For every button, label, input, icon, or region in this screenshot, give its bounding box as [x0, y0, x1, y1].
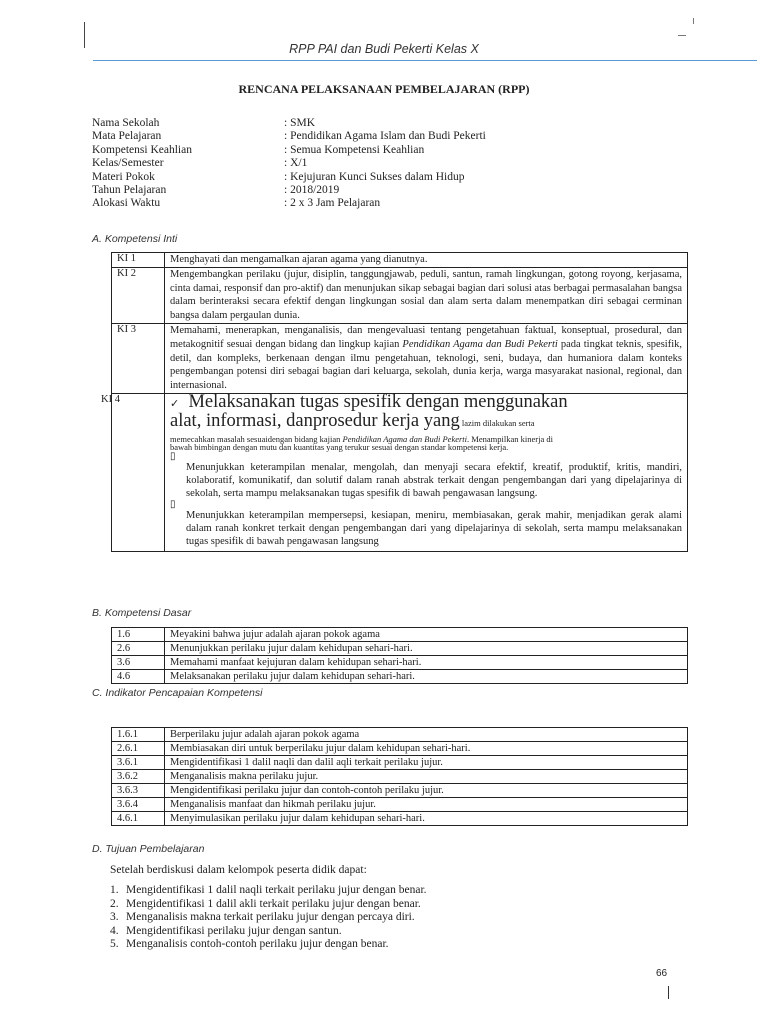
table-row	[112, 784, 688, 798]
ki4-large-text-2	[170, 410, 682, 432]
list-text: Menganalisis contoh-contoh perilaku jujur dengan benar.	[126, 938, 389, 950]
info-row	[92, 130, 486, 143]
list-item	[110, 938, 427, 952]
page-number: 66	[656, 968, 668, 979]
kd-text: Melaksanakan perilaku jujur dalam kehidupan sehari-hari.	[165, 670, 688, 684]
ki3-text-b: pada tingkat teknis, spesifik, detil, dan kompleks, berkenaan dengan ilmu pengetahuan, teknologi, seni, budaya, dan humaniora dalam konteks pengembangan potensi diri sebagai bagian dari keluarga, sekolah, dunia kerja, warga masyarakat nasional, regional, dan internasional.	[170, 338, 682, 392]
list-item	[110, 884, 427, 898]
table-row	[112, 728, 688, 742]
ind-text: Menganalisis makna perilaku jujur.	[165, 770, 688, 784]
ind-text: Mengidentifikasi perilaku jujur dan contoh-contoh perilaku jujur.	[165, 784, 688, 798]
kd-code: 2.6	[112, 642, 165, 656]
info-row	[92, 197, 486, 210]
ind-text: Berperilaku jujur adalah ajaran pokok agama	[165, 728, 688, 742]
table-row	[112, 742, 688, 756]
table-row	[112, 670, 688, 684]
table-row	[112, 393, 688, 551]
page-header	[0, 0, 768, 62]
header-rule	[93, 60, 757, 61]
ki-text: Menghayati dan mengamalkan ajaran agama yang dianutnya.	[165, 253, 688, 268]
ki4-point-1: Menunjukkan keterampilan menalar, mengolah, dan menyaji secara efektif, kreatif, produktif, kritis, mandiri, kolaboratif, komunikatif, dan solutif dalam ranah abstrak terkait dengan pengembangan dari yang dipelajarinya di sekolah, serta mampu melaksanakan tugas spesifik di bawah pengawasan langsung.	[186, 461, 682, 499]
info-value: : 2 x 3 Jam Pelajaran	[284, 197, 381, 210]
list-item	[110, 925, 427, 939]
ki-text	[165, 393, 688, 551]
list-text: Menganalisis makna terkait perilaku jujur dengan percaya diri.	[126, 911, 415, 923]
info-label: Tahun Pelajaran	[92, 184, 167, 197]
tujuan-intro: Setelah berdiskusi dalam kelompok peserta didik dapat:	[110, 864, 367, 876]
ki4-small-b: . Menampilkan kinerja di	[467, 433, 553, 444]
list-number: 4.	[110, 924, 119, 937]
ind-code: 1.6.1	[112, 728, 165, 742]
kd-text: Memahami manfaat kejujuran dalam kehidupan sehari-hari.	[165, 656, 688, 670]
ki4-small-a: memecahkan masalah sesuaidengan bidang kajian	[170, 433, 343, 444]
info-value: : 2018/2019	[284, 184, 340, 197]
info-row	[92, 157, 486, 170]
list-text: Mengidentifikasi 1 dalil naqli terkait perilaku jujur dengan benar.	[126, 884, 427, 896]
table-row	[112, 642, 688, 656]
kd-text: Meyakini bahwa jujur adalah ajaran pokok agama	[165, 628, 688, 642]
list-number: 2.	[110, 897, 119, 910]
ki4-big-2: alat, informasi, danprosedur kerja yang	[170, 410, 460, 431]
ind-code: 3.6.3	[112, 784, 165, 798]
bullet-icon: ▯	[170, 450, 176, 462]
ki-text	[165, 323, 688, 393]
header-right-tick	[693, 18, 694, 24]
table-row	[112, 253, 688, 268]
list-text: Mengidentifikasi 1 dalil akli terkait perilaku jujur dengan benar.	[126, 897, 421, 910]
list-number: 5.	[110, 938, 119, 950]
ki4-point-2: Menunjukkan keterampilan mempersepsi, kesiapan, meniru, membiasakan, gerak mahir, menjadikan gerak alami dalam ranah konkret terkait dengan pengembangan dari yang dipelajarinya di sekolah, serta mampu melaksanakan tugas spesifik di bawah pengawasan langsung	[186, 510, 682, 547]
section-heading-c: C. Indikator Pencapaian Kompetensi	[92, 687, 263, 699]
kd-code: 1.6	[112, 628, 165, 642]
ind-code: 4.6.1	[112, 812, 165, 826]
identity-block	[92, 117, 486, 211]
info-row	[92, 117, 486, 130]
info-label: Kelas/Semester	[92, 157, 164, 170]
indikator-table	[111, 727, 688, 826]
info-value: : Pendidikan Agama Islam dan Budi Pekerti	[284, 130, 486, 143]
ki4-small-italic: Pendidikan Agama dan Budi Pekerti	[342, 433, 468, 444]
info-value: : Semua Kompetensi Keahlian	[284, 143, 425, 156]
document-title: RENCANA PELAKSANAAN PEMBELAJARAN (RPP)	[238, 82, 530, 96]
list-item	[110, 911, 427, 925]
info-value: : X/1	[284, 157, 308, 170]
ki-code: KI 3	[112, 323, 165, 393]
table-row	[112, 628, 688, 642]
check-icon: ✓	[170, 397, 180, 410]
info-label: Nama Sekolah	[92, 117, 160, 129]
ki-code: KI 1	[112, 253, 165, 268]
info-label: Mata Pelajaran	[92, 130, 162, 143]
kd-code: 3.6	[112, 656, 165, 670]
ind-code: 3.6.2	[112, 770, 165, 784]
info-value: : Kejujuran Kunci Sukses dalam Hidup	[284, 170, 465, 183]
ind-code: 3.6.4	[112, 798, 165, 812]
list-number: 1.	[110, 884, 119, 896]
list-number: 3.	[110, 911, 119, 923]
kompetensi-dasar-table	[111, 627, 688, 684]
ki3-text-italic: Pendidikan Agama dan Budi Pekerti	[402, 338, 558, 350]
info-row	[92, 171, 486, 184]
ki4-code: KI 4	[101, 393, 120, 405]
ki-text: Mengembangkan perilaku (jujur, disiplin, tanggungjawab, peduli, santun, ramah lingkungan, gotong royong, kerjasama, cinta damai, responsif dan pro-aktif) dan menunjukan sikap sebagai bagian dari solusi atas berbagai permasalahan bangsa dalam berinteraksi secara efektif dengan lingkungan sosial dan alam serta dalam menempatkan diri sebagai cerminan bangsa dalam pergaulan dunia.	[165, 267, 688, 323]
table-row	[112, 323, 688, 393]
table-row	[112, 798, 688, 812]
ki-code: KI 2	[112, 267, 165, 323]
section-heading-d: D. Tujuan Pembelajaran	[92, 843, 205, 855]
info-row	[92, 184, 486, 197]
info-value: : SMK	[284, 117, 315, 129]
section-heading-a: A. Kompetensi Inti	[92, 233, 178, 245]
info-row	[92, 144, 486, 157]
running-title: RPP PAI dan Budi Pekerti Kelas X	[289, 42, 479, 56]
ind-text: Mengidentifikasi 1 dalil naqli dan dalil aqli terkait perilaku jujur.	[165, 756, 688, 770]
list-text: Mengidentifikasi perilaku jujur dengan santun.	[126, 924, 342, 937]
ki3-text-a: Memahami, menerapkan, menganalisis, dan mengevaluasi tentang pengetahuan faktual, konseptual, prosedural, dan metakognitif sesuai dengan bidang dan lingkup kajian	[170, 324, 682, 350]
section-heading-b: B. Kompetensi Dasar	[92, 607, 192, 619]
table-row	[112, 770, 688, 784]
ind-text: Membiasakan diri untuk berperilaku jujur dalam kehidupan sehari-hari.	[165, 742, 688, 756]
table-row	[112, 656, 688, 670]
info-label: Alokasi Waktu	[92, 197, 161, 210]
table-row	[112, 267, 688, 323]
table-row	[112, 756, 688, 770]
header-right-dash	[678, 35, 686, 36]
ki-code	[101, 393, 165, 551]
footer-bar	[668, 986, 669, 999]
info-label: Kompetensi Keahlian	[92, 143, 192, 156]
ki4-lazim: lazim dilakukan serta	[459, 417, 535, 428]
bullet-icon: ▯	[170, 499, 176, 511]
ind-code: 2.6.1	[112, 742, 165, 756]
ind-code: 3.6.1	[112, 756, 165, 770]
ind-text: Menganalisis manfaat dan hikmah perilaku jujur.	[165, 798, 688, 812]
ki4-big-1: Melaksanakan tugas spesifik dengan menggunakan	[188, 391, 568, 412]
kd-text: Menunjukkan perilaku jujur dalam kehidupan sehari-hari.	[165, 642, 688, 656]
info-label: Materi Pokok	[92, 170, 155, 183]
ind-text: Menyimulasikan perilaku jujur dalam kehidupan sehari-hari.	[165, 812, 688, 826]
list-item	[110, 898, 427, 912]
kompetensi-inti-table	[101, 252, 688, 552]
kd-code: 4.6	[112, 670, 165, 684]
table-row	[112, 812, 688, 826]
ki4-small-text-2: bawah bimbingan dengan mutu dan kuantitas yang terukur sesuai dengan standar kompetensi kerja.	[170, 442, 509, 453]
tujuan-list	[110, 884, 427, 952]
